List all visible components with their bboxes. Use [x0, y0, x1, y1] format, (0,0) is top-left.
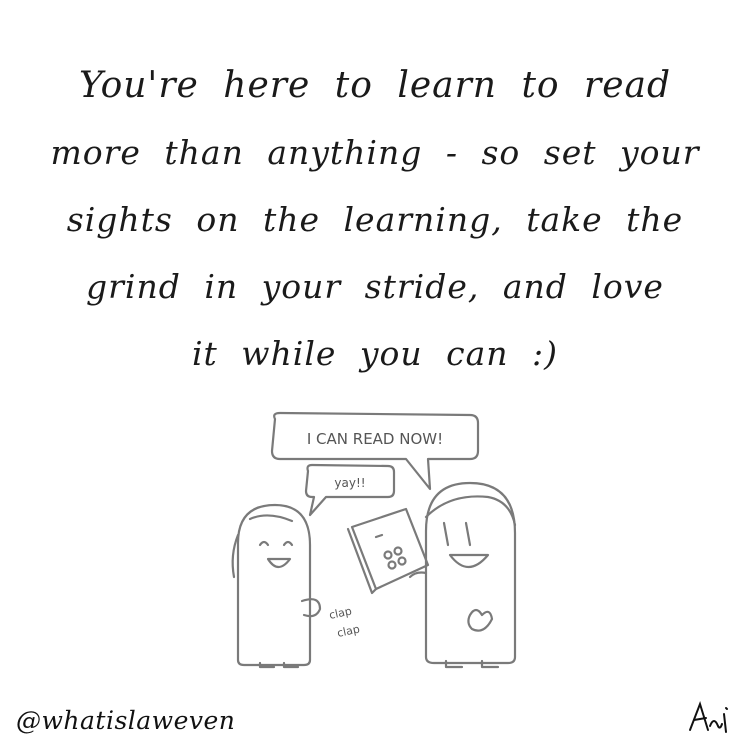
caption-line-1: You're here to learn to read: [78, 65, 672, 106]
caption-line-4: grind in your stride, and love: [86, 267, 664, 306]
big-speech-bubble: [272, 413, 478, 489]
caption-line-5: it while you can :): [191, 334, 559, 373]
cartoon-svg: [220, 405, 540, 680]
signature-glyph: [684, 696, 734, 736]
cartoon-illustration: [220, 405, 540, 680]
small-bubble-text: yay!!: [334, 476, 366, 490]
signature: [684, 696, 734, 736]
small-speech-bubble: [306, 465, 394, 515]
big-bubble-text: I CAN READ NOW!: [306, 430, 444, 448]
author-handle: @whatislaweven: [16, 706, 236, 735]
clap-text-2: clap: [335, 622, 361, 640]
clap-text-1: clap: [327, 604, 353, 622]
caption-line-3: sights on the learning, take the: [66, 200, 684, 239]
book: [348, 509, 428, 593]
clap-effect: [328, 604, 361, 639]
right-character: [410, 483, 515, 667]
left-character: [233, 505, 320, 667]
caption-text: [0, 52, 750, 387]
caption-line-2: more than anything - so set your: [50, 133, 700, 172]
